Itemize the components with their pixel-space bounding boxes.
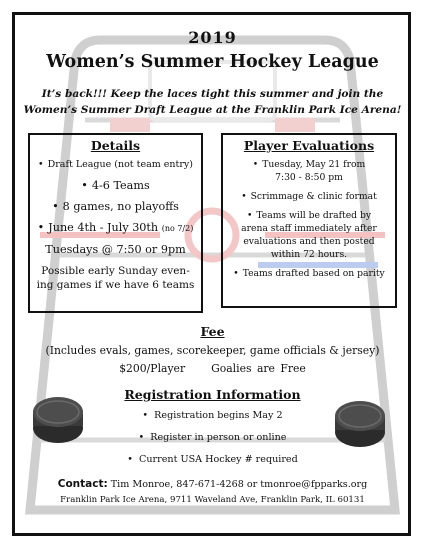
list-item: Tuesdays @ 7:50 or 9pm — [45, 243, 186, 256]
list-item: Possible early Sunday even- — [41, 265, 190, 277]
contact-label: Contact: — [57, 478, 108, 490]
flyer-tagline — [20, 86, 405, 118]
player-price: $200/Player — [119, 362, 186, 375]
list-item: • Register in person or online — [138, 432, 287, 443]
list-item: • Registration begins May 2 — [142, 410, 283, 421]
details-heading: Details — [90, 138, 141, 153]
fee-heading: Fee — [200, 324, 225, 339]
evaluations-heading: Player Evaluations — [243, 138, 375, 153]
list-item: • 8 games, no playoffs — [52, 200, 179, 213]
details-list — [30, 158, 201, 292]
fee-prices — [0, 362, 425, 375]
details-box — [28, 133, 203, 313]
evaluations-list — [223, 158, 395, 280]
flyer-title: Women’s Summer Hockey League — [46, 52, 379, 72]
list-item: ing games if we have 6 teams — [36, 279, 195, 291]
list-item: • Tuesday, May 21 from 7:30 - 8:50 pm — [252, 159, 366, 183]
tagline-line-2: Women’s Summer Draft League at the Franklin Park Ice Arena! — [23, 104, 402, 116]
contact-line — [0, 478, 425, 490]
list-item: • Draft League (not team entry) — [38, 159, 193, 170]
list-item: • 4-6 Teams — [81, 179, 150, 192]
fee-description: (Includes evals, games, scorekeeper, game officials & jersey) — [45, 344, 380, 357]
flyer-year: 2019 — [188, 28, 237, 47]
list-item: • Teams will be drafted by arena staff immediately after evaluations and then posted within 72 hours. — [241, 210, 377, 260]
tagline-line-1: It’s back!!! Keep the laces tight this summer and join the — [41, 88, 384, 100]
goalie-price: Goalies are Free — [211, 362, 306, 375]
evaluations-box — [221, 133, 397, 308]
list-item: • Teams drafted based on parity — [233, 268, 385, 279]
list-item: • Current USA Hockey # required — [127, 454, 298, 465]
list-item: • June 4th - July 30th (no 7/2) — [37, 221, 194, 234]
contact-text: Tim Monroe, 847-671-4268 or tmonroe@fpparks.org — [110, 479, 368, 490]
registration-heading: Registration Information — [124, 387, 301, 402]
arena-address: Franklin Park Ice Arena, 9711 Waveland Ave, Franklin Park, IL 60131 — [60, 495, 365, 505]
list-item: • Scrimmage & clinic format — [241, 191, 377, 202]
registration-list — [0, 409, 425, 475]
